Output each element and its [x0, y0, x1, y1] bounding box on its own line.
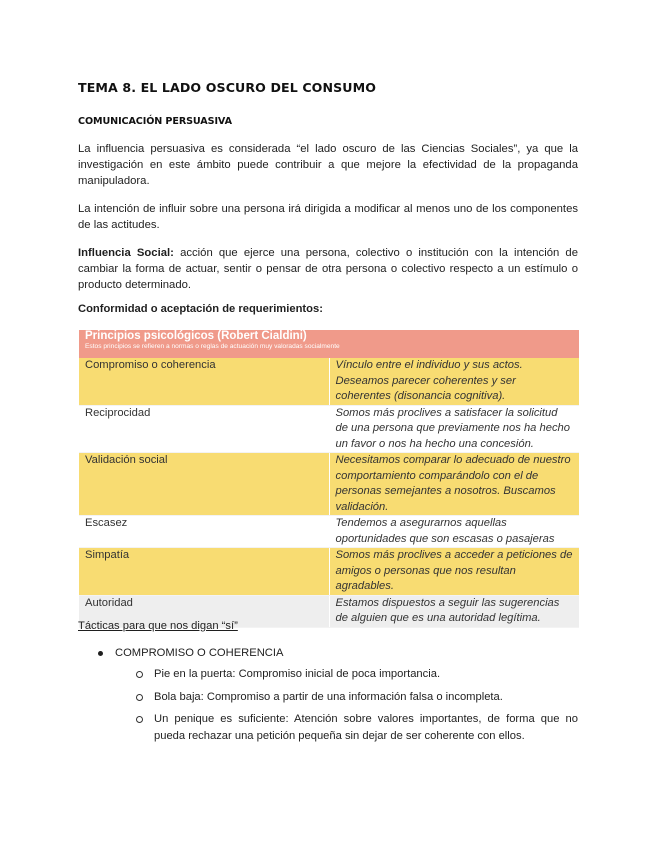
- table-header-row: [79, 330, 579, 358]
- conformity-label: Conformidad o aceptación de requerimientos:: [78, 303, 323, 315]
- principle-name: Simpatía: [79, 548, 329, 596]
- table-header-cell: [79, 330, 579, 358]
- table-row: [79, 516, 579, 548]
- principle-name: Autoridad: [79, 595, 329, 627]
- list-item: [136, 711, 578, 745]
- principle-description: Estamos dispuestos a seguir las sugerencias de alguien que es una autoridad legítima.: [329, 595, 579, 627]
- list-item: [136, 689, 578, 706]
- tactic-text: Pie en la puerta: Compromiso inicial de poca importancia.: [154, 668, 441, 680]
- section-heading: COMUNICACIÓN PERSUASIVA: [78, 116, 232, 127]
- table-note: Estos principios se refieren a normas o reglas de actuación muy valoradas socialmente: [85, 343, 340, 350]
- table-row: [79, 548, 579, 596]
- bullet-label: COMPROMISO O COHERENCIA: [115, 647, 284, 659]
- page-title: TEMA 8. EL LADO OSCURO DEL CONSUMO: [78, 80, 377, 95]
- definition-social-influence: acción que ejerce una persona, colectivo o institución con la intención de cambiar la forma de actuar, sentir o pensar de otra persona o colectivo respecto a un estímulo o producto determinado.: [78, 247, 578, 291]
- circle-bullet-icon: [136, 694, 143, 701]
- paragraph-intention: La intención de influir sobre una persona irá dirigida a modificar al menos uno de los componentes de las actitudes.: [78, 203, 578, 231]
- principle-name: Compromiso o coherencia: [79, 358, 329, 405]
- tactic-text: Un penique es suficiente: Atención sobre valores importantes, de forma que no pueda rechazar una petición pequeña sin dejar de ser coherente con ellos.: [154, 713, 578, 742]
- list-item: [136, 666, 578, 683]
- table-row: [79, 405, 579, 453]
- paragraph-social-influence: [78, 245, 578, 293]
- principles-table: [79, 330, 579, 628]
- principle-name: Validación social: [79, 453, 329, 516]
- principle-description: Tendemos a asegurarnos aquellas oportunidades que son escasas o pasajeras: [329, 516, 579, 548]
- circle-bullet-icon: [136, 716, 143, 723]
- table-row: [79, 453, 579, 516]
- list-item: [98, 647, 283, 659]
- tactics-title: Tácticas para que nos digan “sí”: [78, 620, 238, 632]
- tactic-text: Bola baja: Compromiso a partir de una información falsa o incompleta.: [154, 691, 503, 703]
- paragraph-persuasive-influence: La influencia persuasiva es considerada “el lado oscuro de las Ciencias Sociales”, ya que la investigación en este ámbito puede contribuir a que mejore la efectividad de la propaganda manipuladora.: [78, 143, 578, 187]
- table-row: [79, 358, 579, 405]
- table-title: Principios psicológicos (Robert Cialdini): [85, 330, 307, 342]
- principle-description: Vínculo entre el individuo y sus actos. Deseamos parecer coherentes y ser coherentes (disonancia cognitiva).: [329, 358, 579, 405]
- principle-description: Somos más proclives a satisfacer la solicitud de una persona que previamente nos ha hecho un favor o nos ha hecho una concesión.: [329, 405, 579, 453]
- circle-bullet-icon: [136, 671, 143, 678]
- term-social-influence: Influencia Social:: [78, 247, 174, 259]
- principle-description: Somos más proclives a acceder a peticiones de amigos o personas que nos resultan agradables.: [329, 548, 579, 596]
- principle-description: Necesitamos comparar lo adecuado de nuestro comportamiento comparándolo con el de personas semejantes a nosotros. Buscamos validación.: [329, 453, 579, 516]
- bullet-dot-icon: [98, 651, 103, 656]
- principle-name: Reciprocidad: [79, 405, 329, 453]
- principle-name: Escasez: [79, 516, 329, 548]
